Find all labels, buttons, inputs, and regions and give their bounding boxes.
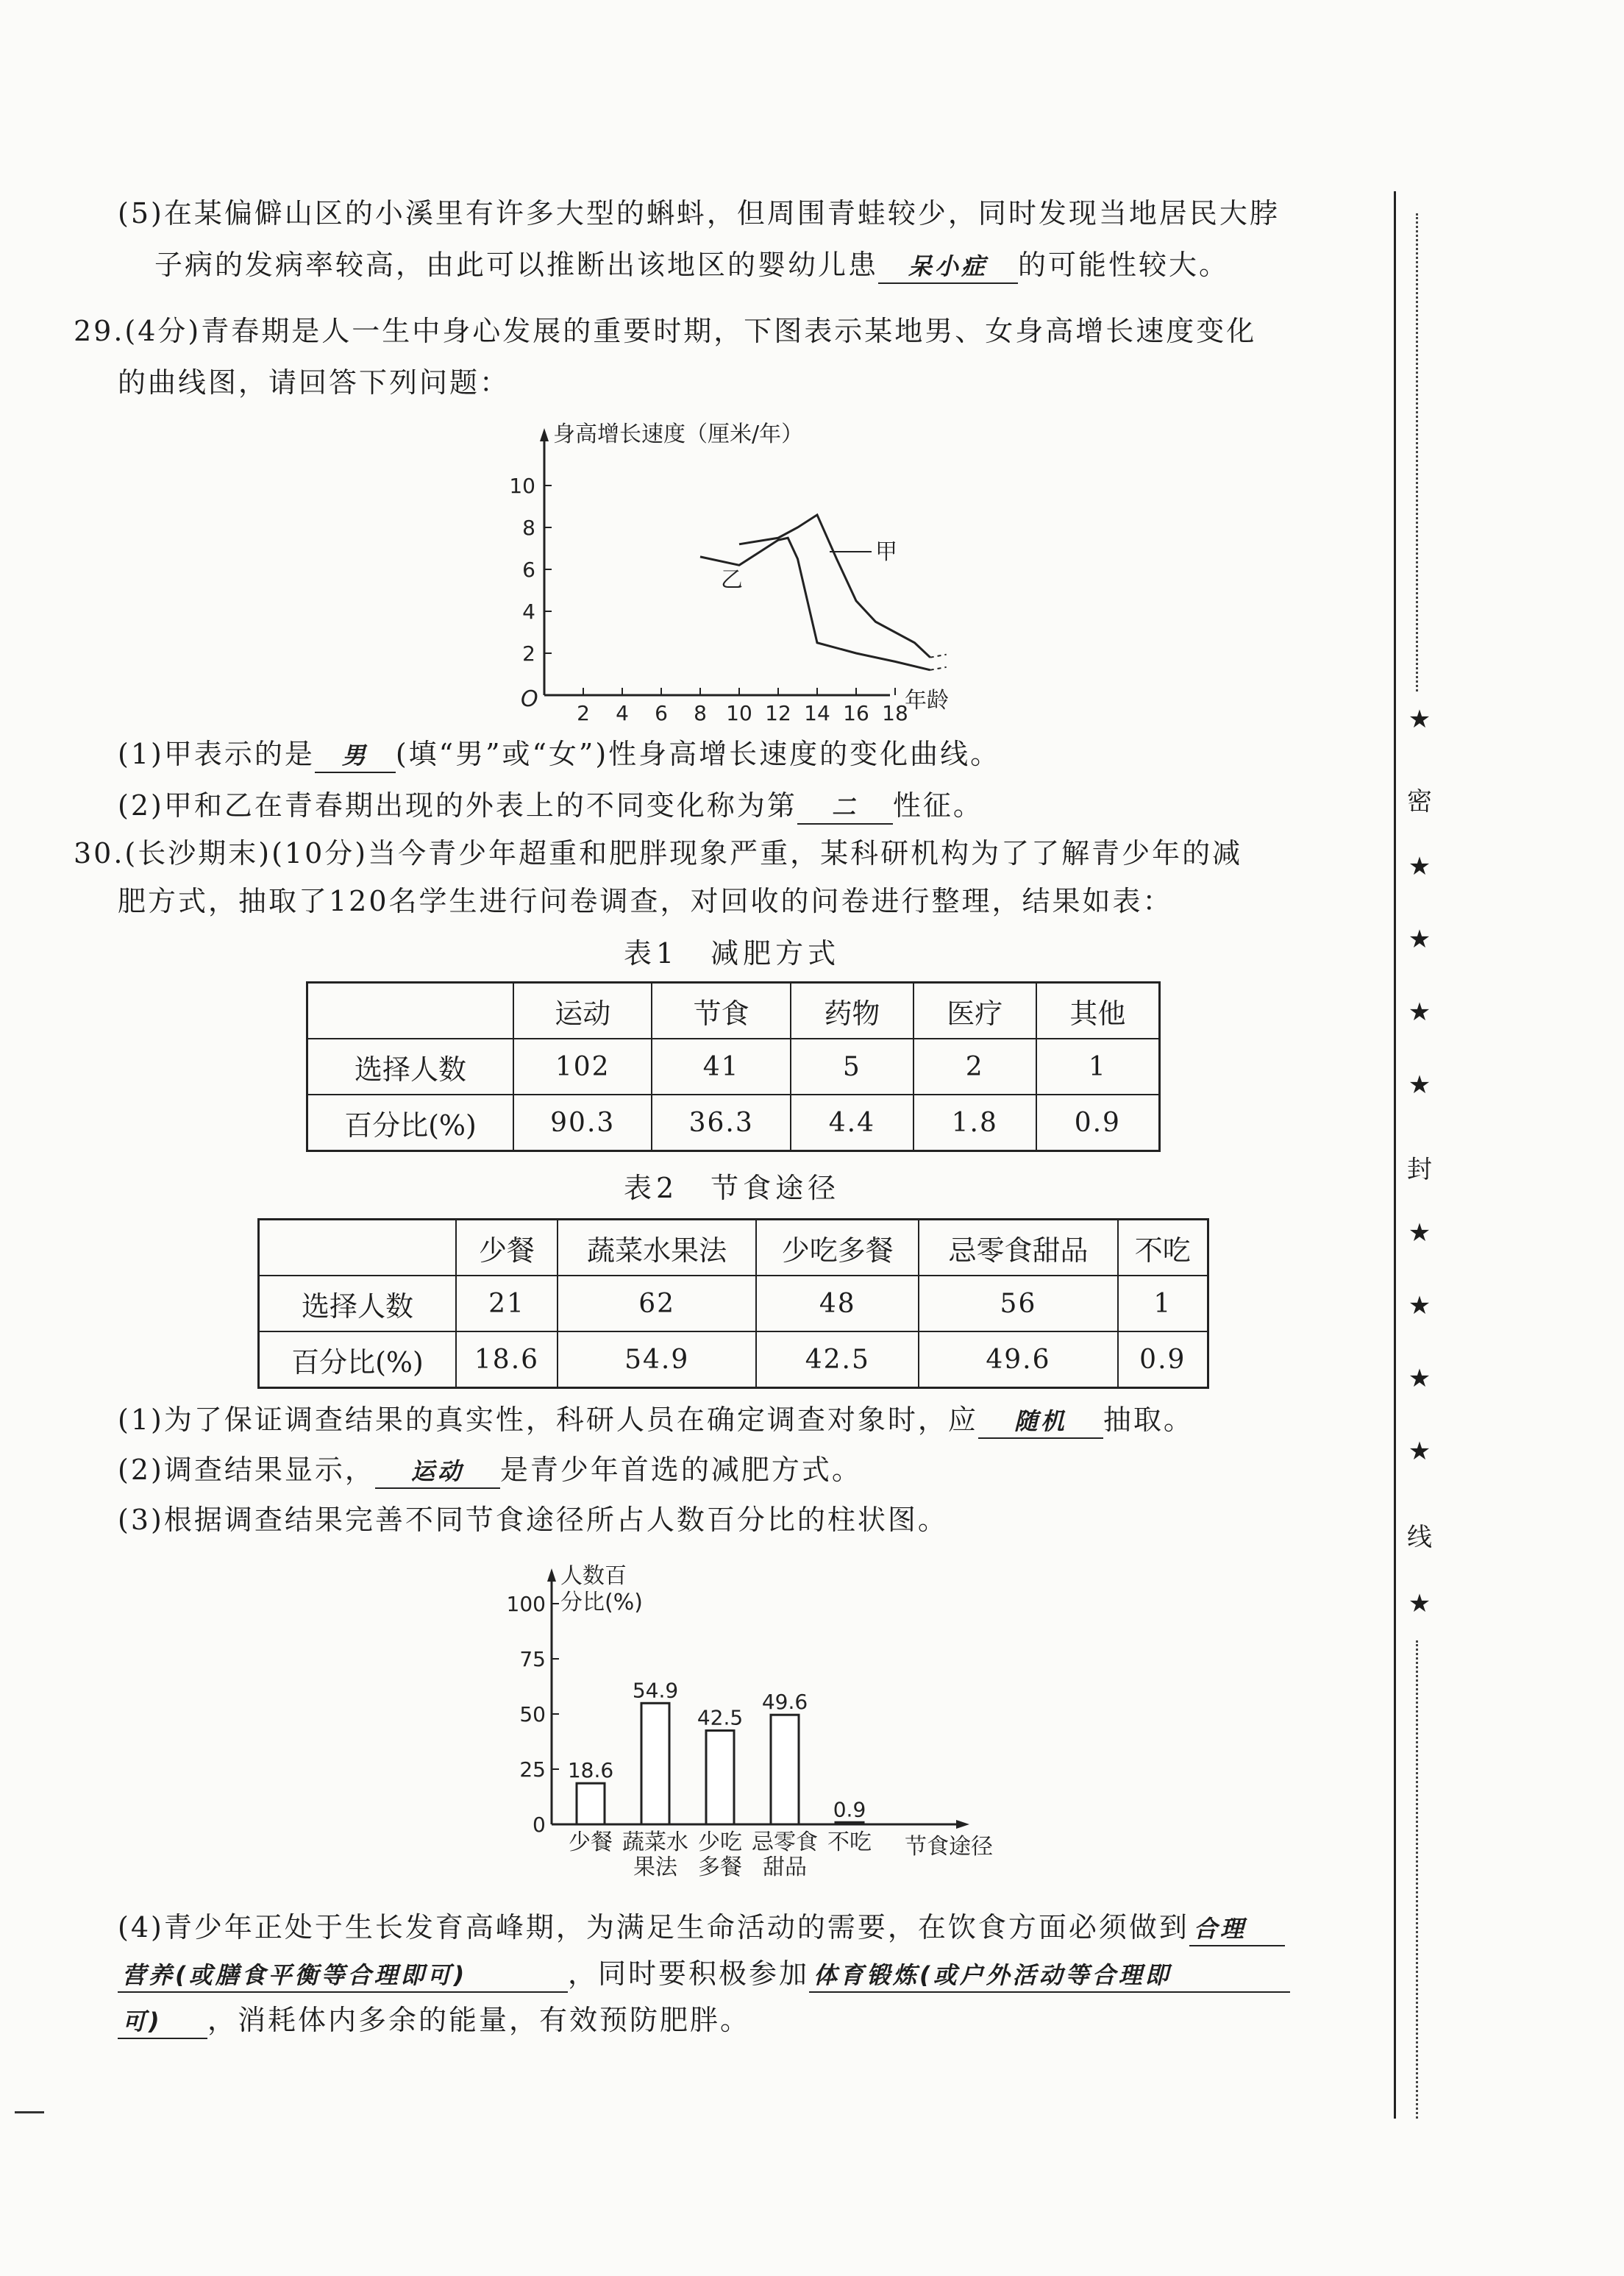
- table1-header-cell: 医疗: [914, 983, 1036, 1039]
- bar-chart-xlabel: 节食途径: [905, 1834, 993, 1860]
- q30-sub1-pre: (1)为了保证调查结果的真实性，科研人员在确定调查对象时，应: [118, 1404, 978, 1436]
- growth-ytick-label: 4: [522, 600, 535, 624]
- growth-ytick-label: 6: [522, 558, 535, 582]
- table1-cell: 0.9: [1036, 1095, 1160, 1151]
- q29-sub1-post: (填“男”或“女”)性身高增长速度的变化曲线。: [395, 738, 1001, 770]
- table1-cell: 41: [652, 1039, 790, 1095]
- diet-ways-bar-chart: [478, 1552, 1052, 1891]
- table2-header-cell: 少餐: [456, 1220, 558, 1276]
- table1-header-cell: 药物: [791, 983, 914, 1039]
- bar-category-label-line2: 甜品: [763, 1854, 807, 1880]
- table2-header-cell: 蔬菜水果法: [558, 1220, 756, 1276]
- bar-category-label: 不吃: [827, 1829, 872, 1855]
- margin-star: ★: [1408, 1291, 1431, 1320]
- q29-stem-line1: 29.(4分)青春期是人一生中身心发展的重要时期，下图表示某地男、女身高增长速度变化: [74, 315, 1257, 347]
- q30-sub3: (3)根据调查结果完善不同节食途径所占人数百分比的柱状图。: [118, 1504, 948, 1536]
- q30-sub1-post: 抽取。: [1103, 1404, 1194, 1436]
- bar-chart-ylabel-line1: 人数百: [560, 1563, 627, 1589]
- growth-xtick-label: 14: [804, 701, 830, 721]
- margin-star: ★: [1408, 852, 1431, 881]
- table1-cell: 90.3: [513, 1095, 652, 1151]
- bar-value-label: 42.5: [697, 1705, 744, 1730]
- table1-header-cell: 节食: [652, 983, 790, 1039]
- table1-header-cell: 运动: [513, 983, 652, 1039]
- q29-sub2-answer: 二: [797, 791, 893, 825]
- q28-5-answer: 呆小症: [878, 250, 1018, 284]
- q28-5-text-pre: 子病的发病率较高，由此可以推断出该地区的婴幼儿患: [154, 249, 879, 281]
- growth-ytick-label: 10: [509, 474, 535, 498]
- table1-header-cell: [307, 983, 514, 1039]
- q29-sub1-answer: 男: [315, 739, 396, 773]
- q30-stem-line1: 30.(长沙期末)(10分)当今青少年超重和肥胖现象严重，某科研机构为了了解青少年的减: [74, 837, 1243, 869]
- margin-star: ★: [1408, 1070, 1431, 1100]
- table2-caption: 表2 节食途径: [624, 1172, 841, 1204]
- table1-cell: 1: [1036, 1039, 1160, 1095]
- table1-caption: 表1 减肥方式: [624, 937, 841, 970]
- q30-sub4-line2: [118, 1952, 1353, 1996]
- bar-ytick-label: 100: [506, 1592, 546, 1616]
- bar: [706, 1731, 734, 1825]
- table2-header-cell: 少吃多餐: [756, 1220, 919, 1276]
- table2-row-label: 选择人数: [259, 1276, 457, 1331]
- q30-sub2: [118, 1448, 1353, 1492]
- q30-sub4-pre: (4)青少年正处于生长发育高峰期，为满足生命活动的需要，在饮食方面必须做到: [118, 1911, 1189, 1944]
- table1-header-cell: 其他: [1036, 983, 1160, 1039]
- growth-series-jia-line: [739, 515, 930, 658]
- growth-chart-ylabel: 身高增长速度（厘米/年）: [553, 422, 804, 447]
- table1-row-label: 百分比(%): [307, 1095, 514, 1151]
- margin-word-xian: 线: [1407, 1523, 1432, 1552]
- bar-ytick-label: 50: [519, 1702, 546, 1726]
- table1-cell: 36.3: [652, 1095, 790, 1151]
- growth-xtick-label: 2: [577, 701, 590, 721]
- margin-word-mi: 密: [1407, 787, 1432, 817]
- bar-value-label: 54.9: [632, 1678, 679, 1703]
- q29-sub1-pre: (1)甲表示的是: [118, 738, 315, 770]
- table2-diet-ways: [257, 1218, 1209, 1389]
- growth-series-yi-label: 乙: [721, 567, 743, 593]
- table1-row-count: [307, 1039, 1160, 1095]
- growth-xtick-label: 18: [882, 701, 908, 721]
- bar-ytick-label: 25: [519, 1757, 546, 1782]
- margin-star: ★: [1408, 705, 1431, 734]
- table2-cell: 21: [456, 1276, 558, 1331]
- bar-category-label: 少吃: [698, 1829, 742, 1855]
- q29-sub1: [118, 732, 1353, 776]
- bar-chart-ylabel-line2: 分比(%): [560, 1590, 643, 1615]
- table2-header-cell: [259, 1220, 457, 1276]
- q29-sub2: [118, 783, 1353, 828]
- q29-sub2-post: 性征。: [892, 789, 983, 822]
- table1-cell: 2: [914, 1039, 1036, 1095]
- table2-cell: 49.6: [919, 1331, 1117, 1388]
- bar-category-label: 少餐: [569, 1829, 613, 1855]
- margin-dotted-line-top: [1416, 213, 1418, 691]
- table2-cell: 62: [558, 1276, 756, 1331]
- growth-xtick-label: 6: [655, 701, 668, 721]
- table1-cell: 1.8: [914, 1095, 1036, 1151]
- table2-row-percent: [259, 1331, 1208, 1388]
- bar-category-label: 蔬菜水: [622, 1829, 688, 1855]
- table2-cell: 54.9: [558, 1331, 756, 1388]
- bar: [836, 1822, 863, 1824]
- bar: [771, 1715, 799, 1824]
- growth-xtick-label: 4: [616, 701, 629, 721]
- margin-star: ★: [1408, 1589, 1431, 1618]
- growth-series-jia-label: 甲: [875, 539, 897, 565]
- bar-chart-origin: 0: [533, 1813, 546, 1837]
- growth-series-tail: [930, 655, 947, 658]
- q30-sub4-line3: [118, 1998, 1353, 2042]
- q28-5-line1: (5)在某偏僻山区的小溪里有许多大型的蝌蚪，但周围青蛙较少，同时发现当地居民大脖: [118, 197, 1280, 230]
- growth-xtick-label: 12: [765, 701, 791, 721]
- q29-sub2-pre: (2)甲和乙在青春期出现的外表上的不同变化称为第: [118, 789, 797, 822]
- table1-cell: 102: [513, 1039, 652, 1095]
- margin-star: ★: [1408, 1218, 1431, 1248]
- margin-star: ★: [1408, 925, 1431, 954]
- growth-ytick-label: 2: [522, 641, 535, 666]
- bar-chart-x-arrow: [956, 1820, 969, 1829]
- growth-chart-origin: O: [521, 686, 538, 712]
- q30-sub1-answer: 随机: [978, 1405, 1103, 1439]
- table1-header-row: [307, 983, 1160, 1039]
- growth-xtick-label: 16: [843, 701, 869, 721]
- table2-cell: 56: [919, 1276, 1117, 1331]
- growth-ytick-label: 8: [522, 516, 535, 540]
- table2-header-cell: 忌零食甜品: [919, 1220, 1117, 1276]
- table1-row-label: 选择人数: [307, 1039, 514, 1095]
- table2-cell: 48: [756, 1276, 919, 1331]
- growth-xtick-label: 8: [694, 701, 707, 721]
- growth-line-chart: [478, 412, 993, 721]
- bar: [577, 1783, 605, 1824]
- table2-cell: 0.9: [1118, 1331, 1208, 1388]
- q30-stem-line2: 肥方式，抽取了120名学生进行问卷调查，对回收的问卷进行整理，结果如表：: [118, 885, 1173, 917]
- q30-sub4-answer-b2: 可): [118, 2005, 207, 2039]
- bar: [641, 1703, 669, 1824]
- table1-cell: 5: [791, 1039, 914, 1095]
- q30-sub2-post: 是青少年首选的减肥方式。: [499, 1454, 862, 1486]
- table1-row-percent: [307, 1095, 1160, 1151]
- table2-header-cell: 不吃: [1118, 1220, 1208, 1276]
- growth-chart-xlabel: 年龄: [905, 688, 949, 714]
- bar-chart-y-arrow: [547, 1568, 556, 1582]
- bar-value-label: 49.6: [761, 1690, 808, 1715]
- q30-sub1: [118, 1398, 1353, 1442]
- margin-solid-line: [1394, 191, 1396, 2119]
- table1-cell: 4.4: [791, 1095, 914, 1151]
- table2-cell: 1: [1118, 1276, 1208, 1331]
- growth-series-tail: [930, 667, 947, 670]
- margin-star: ★: [1408, 997, 1431, 1027]
- q30-sub2-answer: 运动: [375, 1455, 500, 1489]
- table1-diet-methods: [306, 981, 1161, 1152]
- bar-ytick-label: 75: [519, 1647, 546, 1671]
- bar-category-label: 忌零食: [752, 1829, 818, 1855]
- table2-row-count: [259, 1276, 1208, 1331]
- q30-sub4-post: ，消耗体内多余的能量，有效预防肥胖。: [207, 2004, 751, 2036]
- q30-sub4-answer-a1: 合理: [1189, 1913, 1285, 1946]
- q30-sub4-answer-a2: 营养(或膳食平衡等合理即可): [118, 1959, 568, 1993]
- bar-category-label-line2: 多餐: [698, 1854, 742, 1880]
- q29-stem-line2: 的曲线图，请回答下列问题：: [118, 366, 510, 399]
- table2-cell: 18.6: [456, 1331, 558, 1388]
- corner-mark: [15, 2111, 44, 2113]
- q30-sub4-line1: [118, 1905, 1353, 1949]
- q30-sub4-mid: ，同时要积极参加: [568, 1957, 810, 1990]
- margin-star: ★: [1408, 1364, 1431, 1393]
- q30-sub4-answer-b1: 体育锻炼(或户外活动等合理即: [809, 1959, 1290, 1993]
- margin-dotted-line-bottom: [1416, 1640, 1418, 2119]
- margin-star: ★: [1408, 1437, 1431, 1466]
- q28-5-text-post: 的可能性较大。: [1018, 249, 1230, 281]
- bar-value-label: 0.9: [833, 1797, 866, 1822]
- table2-row-label: 百分比(%): [259, 1331, 457, 1388]
- growth-chart-y-arrow: [540, 428, 549, 441]
- margin-word-feng: 封: [1407, 1155, 1432, 1184]
- growth-xtick-label: 10: [726, 701, 752, 721]
- bar-value-label: 18.6: [567, 1758, 614, 1783]
- q28-5-line2: [154, 243, 1390, 287]
- table2-header-row: [259, 1220, 1208, 1276]
- table2-cell: 42.5: [756, 1331, 919, 1388]
- bar-category-label-line2: 果法: [633, 1854, 677, 1880]
- q30-sub2-pre: (2)调查结果显示，: [118, 1454, 375, 1486]
